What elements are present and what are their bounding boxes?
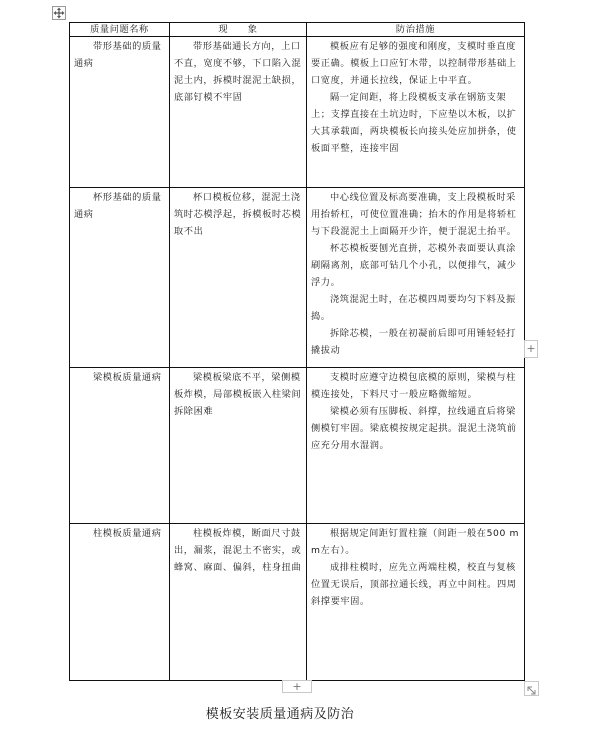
quality-defects-table xyxy=(69,22,525,681)
issue-name-cell[interactable] xyxy=(70,188,170,368)
table-row xyxy=(70,37,525,188)
table-row xyxy=(70,188,525,368)
measure-paragraph: 成排柱模时，应先立两端柱模，校直与复核位置无误后，顶部拉通长线，再立中间柱。四周斜撑要牢固。 xyxy=(311,562,517,607)
header-issue-name: 质量问题名称 xyxy=(70,23,170,37)
measure-paragraph: 梁模必须有压脚板、斜撑，拉线通直后将梁侧模钉牢固。梁底模按规定起拱。混泥土浇筑前应充分用水湿润。 xyxy=(311,406,517,451)
phenomenon-text: 杯口模板位移，混泥土浇筑时芯模浮起，拆模板时芯模取不出 xyxy=(174,192,302,237)
measure-paragraph: 根据规定间距钉置柱箍（间距一般在500 mm左右）。 xyxy=(311,528,520,556)
measure-paragraph: 中心线位置及标高要准确，支上段模板时采用抬轿杠，可使位置准确；抬木的作用是将轿杠与下段混泥土上面隔开少许，便于混泥土抬平。 xyxy=(311,192,517,237)
issue-name: 带形基础的质量通病 xyxy=(74,41,162,69)
issue-name-cell[interactable] xyxy=(70,524,170,681)
add-row-button[interactable]: + xyxy=(282,680,312,693)
measure-paragraph: 杯芯模板要刨光直拼，芯模外表面要认真涂刷隔离剂，底部可钻几个小孔，以便排气，减少浮力。 xyxy=(311,243,517,288)
phenomenon-text: 带形基础通长方向，上口不直，宽度不够，下口陷入混泥土内，拆模时混泥土缺损，底部钉模不牢固 xyxy=(174,41,302,103)
measure-paragraph: 浇筑混泥土时，在芯模四周要均匀下料及振捣。 xyxy=(311,294,516,322)
header-phenomenon: 现 象 xyxy=(170,23,307,37)
measures-cell[interactable] xyxy=(307,368,525,524)
header-measures: 防治措施 xyxy=(307,23,525,37)
table-header-row xyxy=(70,23,525,37)
move-icon xyxy=(53,7,65,19)
phenomenon-text: 梁模板梁底不平，梁侧模板炸模，局部模板嵌入柱梁间拆除困难 xyxy=(174,372,302,417)
measures-cell[interactable] xyxy=(307,188,525,368)
measures-cell[interactable] xyxy=(307,524,525,681)
issue-name: 杯形基础的质量通病 xyxy=(74,192,162,220)
phenomenon-cell[interactable] xyxy=(170,368,307,524)
measure-paragraph: 支模时应遵守边模包底模的原则，梁模与柱模连接处，下料尺寸一般应略微缩短。 xyxy=(311,372,516,400)
phenomenon-cell[interactable] xyxy=(170,524,307,681)
phenomenon-text: 柱模板炸模，断面尺寸鼓出，漏浆，混泥土不密实，或蜂窝、麻面、偏斜，柱身扭曲 xyxy=(174,528,302,573)
issue-name: 柱模板质量通病 xyxy=(93,528,162,539)
table-move-handle[interactable] xyxy=(52,6,66,20)
table-resize-handle[interactable] xyxy=(524,681,539,696)
measure-paragraph: 拆除芯模，一般在初凝前后即可用锤轻轻打撬拔动 xyxy=(311,328,516,356)
resize-icon xyxy=(525,684,538,697)
measure-paragraph: 模板应有足够的强度和刚度，支模时垂直度要正确。模板上口应钉木带，以控制带形基础上口宽度，并通长拉线，保证上中平直。 xyxy=(311,41,517,86)
table-caption xyxy=(0,703,612,722)
issue-name: 梁模板质量通病 xyxy=(93,372,162,383)
caption-text: 模板安装质量通病及防治 xyxy=(205,707,355,722)
measures-cell[interactable] xyxy=(307,37,525,188)
table-row xyxy=(70,368,525,524)
issue-name-cell[interactable] xyxy=(70,368,170,524)
phenomenon-cell[interactable] xyxy=(170,37,307,188)
issue-name-cell[interactable] xyxy=(70,37,170,188)
table-row xyxy=(70,524,525,681)
add-column-button[interactable]: + xyxy=(524,340,538,358)
phenomenon-cell[interactable] xyxy=(170,188,307,368)
measure-paragraph: 隔一定间距，将上段模板支承在钢筋支架上；支撑直接在土坑边时，下应垫以木板，以扩大其承载面，两块模板长向接头处应加拼条，使板面平整，连接牢固 xyxy=(311,92,517,154)
